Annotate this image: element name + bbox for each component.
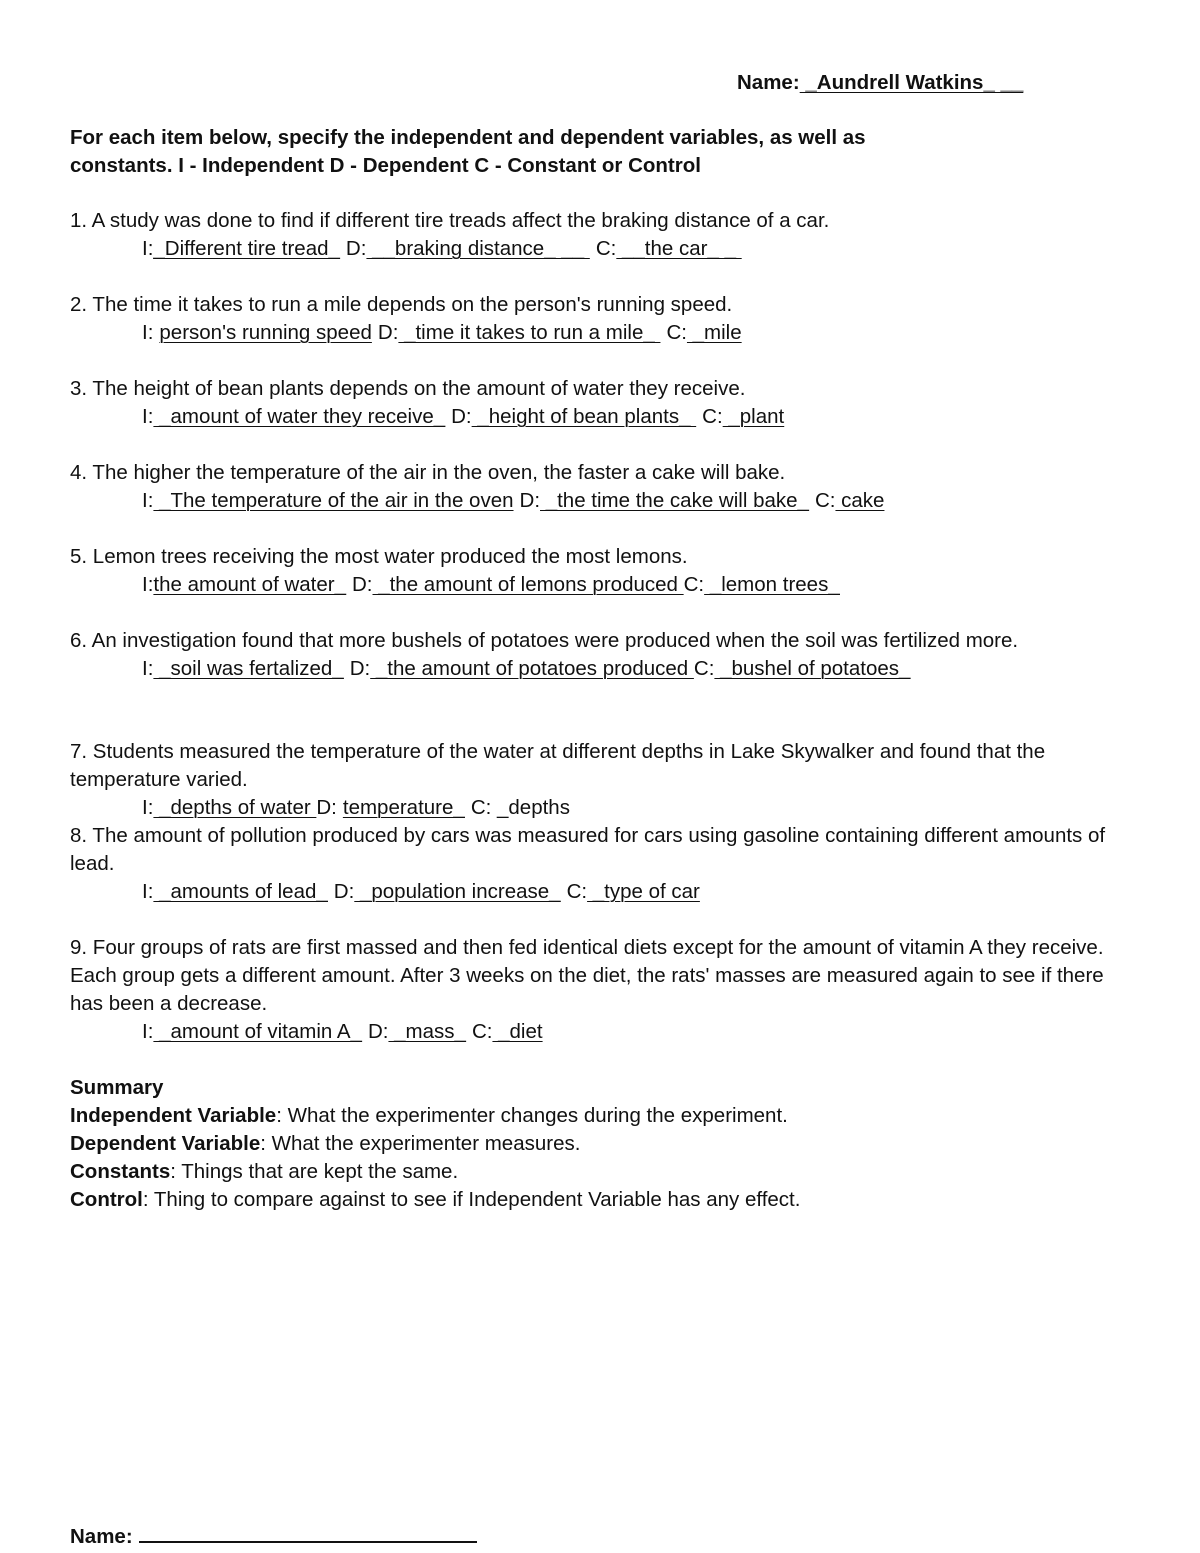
dependent-label: D: [349, 657, 371, 680]
name-value[interactable]: _Aundrell Watkins_ __ [799, 71, 1024, 94]
dependent-answer[interactable]: _mass_ [388, 1020, 466, 1043]
constant-label: C: [471, 1020, 493, 1043]
independent-label: I: [142, 796, 154, 819]
student-name [737, 69, 1023, 97]
footer-name-blank[interactable] [139, 1521, 477, 1543]
independent-answer[interactable]: the amount of water_ [153, 573, 346, 596]
answer-row [70, 235, 1150, 263]
answer-row [70, 571, 1150, 599]
summary-definition: : Thing to compare against to see if Independent Variable has any effect. [142, 1188, 801, 1211]
question-text: 8. The amount of pollution produced by cars was measured for cars using gasoline containing different amounts of lead. [70, 824, 1106, 875]
dependent-label: D: [352, 573, 373, 596]
dependent-answer[interactable]: _the time the cake will bake_ [540, 489, 809, 512]
question-8 [70, 822, 1150, 906]
dependent-label: D: [367, 1020, 389, 1043]
summary [70, 1074, 800, 1214]
question-2 [70, 291, 1150, 347]
dependent-label: D: [345, 237, 367, 260]
independent-answer[interactable]: person's running speed [159, 321, 372, 344]
summary-heading: Summary [70, 1076, 164, 1099]
summary-term: Independent Variable [70, 1104, 277, 1127]
constant-label: C: [702, 405, 723, 428]
answer-row [70, 487, 1150, 515]
constant-label: C: [470, 796, 492, 819]
dependent-answer[interactable]: temperature_ [342, 796, 465, 819]
independent-answer[interactable]: _amount of vitamin A_ [153, 1020, 362, 1043]
summary-definition: : What the experimenter changes during the experiment. [276, 1104, 788, 1127]
question-6 [70, 627, 1150, 683]
constant-label: C: [595, 237, 617, 260]
dependent-label: D: [333, 880, 355, 903]
answer-row [70, 319, 1150, 347]
question-text: 9. Four groups of rats are first massed and then fed identical diets except for the amount of vitamin A they receive. Each group gets a different amount. After 3 weeks on the diet, the rats' masses are measured again to see if there has been a decrease. [70, 936, 1104, 1015]
question-text: 4. The higher the temperature of the air in the oven, the faster a cake will bake. [70, 461, 786, 484]
dependent-answer[interactable]: _height of bean plants_ [471, 405, 697, 428]
summary-term: Constants [70, 1160, 171, 1183]
footer-name-label: Name: [70, 1525, 133, 1548]
independent-label: I: [142, 1020, 154, 1043]
constant-label: C: [814, 489, 836, 512]
question-text: 5. Lemon trees receiving the most water produced the most lemons. [70, 545, 688, 568]
summary-term: Dependent Variable [70, 1132, 261, 1155]
constant-answer[interactable]: _diet [492, 1020, 543, 1043]
constant-answer[interactable]: _bushel of potatoes_ [714, 657, 911, 680]
question-7 [70, 738, 1150, 822]
dependent-label: D: [519, 489, 541, 512]
answer-row [70, 794, 1150, 822]
constant-answer[interactable]: _lemon trees_ [704, 573, 840, 596]
independent-label: I: [142, 321, 154, 344]
dependent-answer[interactable]: _the amount of potatoes produced [370, 657, 694, 680]
question-3 [70, 375, 1150, 431]
question-text: 6. An investigation found that more bushels of potatoes were produced when the soil was fertilized more. [70, 629, 1019, 652]
dependent-label: D: [451, 405, 472, 428]
name-label: Name: [737, 71, 800, 94]
independent-label: I: [142, 657, 154, 680]
instructions-line-2: constants. I - Independent D - Dependent C - Constant or Control [70, 154, 701, 177]
independent-answer[interactable]: _depths of water [153, 796, 317, 819]
dependent-answer[interactable]: _time it takes to run a mile_ [398, 321, 661, 344]
question-4 [70, 459, 1150, 515]
dependent-label: D: [377, 321, 399, 344]
summary-term: Control [70, 1188, 143, 1211]
summary-item [70, 1158, 800, 1186]
question-1 [70, 207, 1150, 263]
summary-item [70, 1130, 800, 1158]
independent-label: I: [142, 405, 154, 428]
summary-definition: : Things that are kept the same. [170, 1160, 459, 1183]
question-9 [70, 934, 1132, 1046]
constant-answer[interactable]: __the car_ _ [616, 237, 742, 260]
independent-label: I: [142, 237, 154, 260]
summary-item [70, 1102, 800, 1130]
answer-row [70, 1018, 1132, 1046]
dependent-answer[interactable]: _the amount of lemons produced [372, 573, 684, 596]
dependent-label: D: [316, 796, 337, 819]
footer-name [70, 1521, 477, 1551]
independent-answer[interactable]: _The temperature of the air in the oven [153, 489, 514, 512]
constant-label: C: [693, 657, 715, 680]
dependent-answer[interactable]: __braking distance_ __ [366, 237, 590, 260]
answer-row [70, 403, 1150, 431]
constant-answer[interactable]: _type of car [587, 880, 700, 903]
question-text: 2. The time it takes to run a mile depends on the person's running speed. [70, 293, 733, 316]
independent-label: I: [142, 489, 154, 512]
independent-label: I: [142, 573, 154, 596]
constant-label: C: [566, 880, 588, 903]
constant-label: C: [666, 321, 687, 344]
independent-answer[interactable]: _Different tire tread_ [153, 237, 340, 260]
summary-definition: : What the experimenter measures. [260, 1132, 581, 1155]
question-text: 7. Students measured the temperature of the water at different depths in Lake Skywalker and found that the temperature varied. [70, 740, 1046, 791]
constant-label: C: [683, 573, 705, 596]
question-text: 3. The height of bean plants depends on the amount of water they receive. [70, 377, 746, 400]
independent-answer[interactable]: _amounts of lead_ [153, 880, 328, 903]
constant-answer[interactable]: cake [835, 489, 885, 512]
independent-label: I: [142, 880, 154, 903]
dependent-answer[interactable]: _population increase_ [354, 880, 561, 903]
question-5 [70, 543, 1150, 599]
answer-row [70, 655, 1150, 683]
independent-answer[interactable]: _amount of water they receive_ [153, 405, 446, 428]
instructions-line-1: For each item below, specify the independent and dependent variables, as well as [70, 126, 866, 149]
question-text: 1. A study was done to find if different tire treads affect the braking distance of a car. [70, 209, 830, 232]
constant-answer[interactable]: _mile [686, 321, 742, 344]
constant-answer[interactable]: _plant [722, 405, 785, 428]
constant-answer[interactable]: _depths [491, 796, 570, 819]
independent-answer[interactable]: _soil was fertalized_ [153, 657, 344, 680]
summary-item [70, 1186, 800, 1214]
answer-row [70, 878, 1150, 906]
